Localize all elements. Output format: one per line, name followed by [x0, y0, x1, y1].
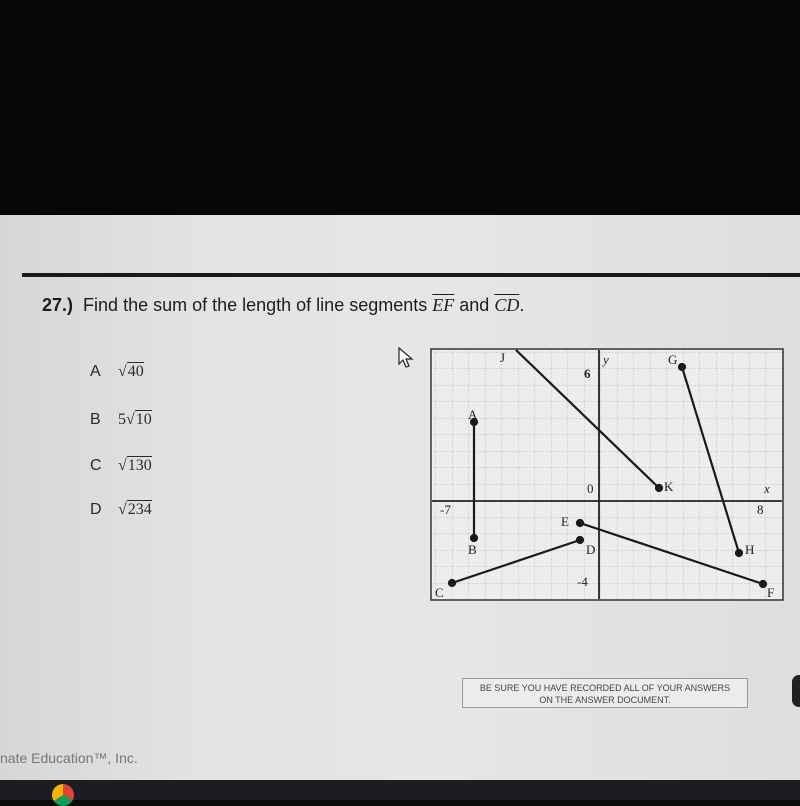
dark-bezel-area — [0, 0, 800, 215]
point-h — [736, 550, 742, 556]
choice-a[interactable] — [90, 363, 144, 381]
partial-edge-icon — [792, 675, 800, 707]
segment-cd: $\overline{CD}$ — [494, 295, 520, 315]
choice-value: √40 — [118, 363, 144, 380]
tick-y-top: 6 — [584, 366, 591, 381]
chrome-icon[interactable] — [52, 784, 74, 806]
segment-ef: $\overline{EF}$ — [432, 295, 455, 315]
point-b — [471, 535, 477, 541]
choice-d[interactable] — [90, 501, 152, 519]
question-prefix: Find the sum of the length of line segments — [83, 295, 428, 315]
choice-letter: B — [90, 411, 101, 428]
notice-line-1: BE SURE YOU HAVE RECORDED ALL OF YOUR ANSWERS — [479, 683, 731, 693]
x-axis-label: x — [764, 481, 770, 496]
point-e — [577, 520, 583, 526]
label-c: C — [435, 585, 444, 600]
question-number: 27.) — [42, 295, 74, 315]
choice-c[interactable] — [90, 457, 152, 475]
question-text — [42, 295, 524, 316]
label-h: H — [745, 542, 755, 557]
test-page — [0, 215, 800, 780]
tick-origin: 0 — [587, 481, 594, 496]
label-g: G — [668, 352, 678, 367]
y-axis-label: y — [603, 352, 609, 367]
notice-line-2: ON THE ANSWER DOCUMENT. — [539, 695, 671, 705]
copyright-text: nate Education™, Inc. — [0, 750, 138, 766]
tick-y-bottom: -4 — [577, 574, 588, 589]
point-k — [656, 485, 662, 491]
label-f: F — [767, 585, 775, 600]
taskbar — [0, 780, 800, 800]
arrow-pointer-icon — [398, 347, 416, 369]
choice-letter: A — [90, 363, 101, 380]
choice-b[interactable] — [90, 411, 152, 429]
choice-value: 5√10 — [118, 411, 152, 428]
choice-value: √234 — [118, 501, 152, 518]
grid-lines — [432, 350, 782, 599]
question-conjunction: and — [459, 295, 490, 315]
label-e: E — [561, 514, 569, 529]
point-c — [449, 580, 455, 586]
tick-x-left: -7 — [440, 502, 451, 517]
header-divider — [22, 273, 800, 277]
label-k: K — [664, 479, 674, 494]
coordinate-graph — [430, 348, 784, 602]
question-suffix: . — [519, 295, 525, 315]
label-b: B — [468, 542, 477, 557]
choice-letter: C — [90, 457, 102, 474]
point-d — [577, 537, 583, 543]
choice-value: √130 — [118, 457, 152, 474]
choice-letter: D — [90, 501, 102, 518]
label-j: J — [500, 350, 506, 365]
point-g — [679, 364, 685, 370]
label-a: A — [468, 407, 478, 422]
answer-reminder-notice — [462, 678, 748, 708]
tick-x-right: 8 — [757, 502, 764, 517]
point-f — [760, 581, 766, 587]
label-d: D — [586, 542, 596, 557]
